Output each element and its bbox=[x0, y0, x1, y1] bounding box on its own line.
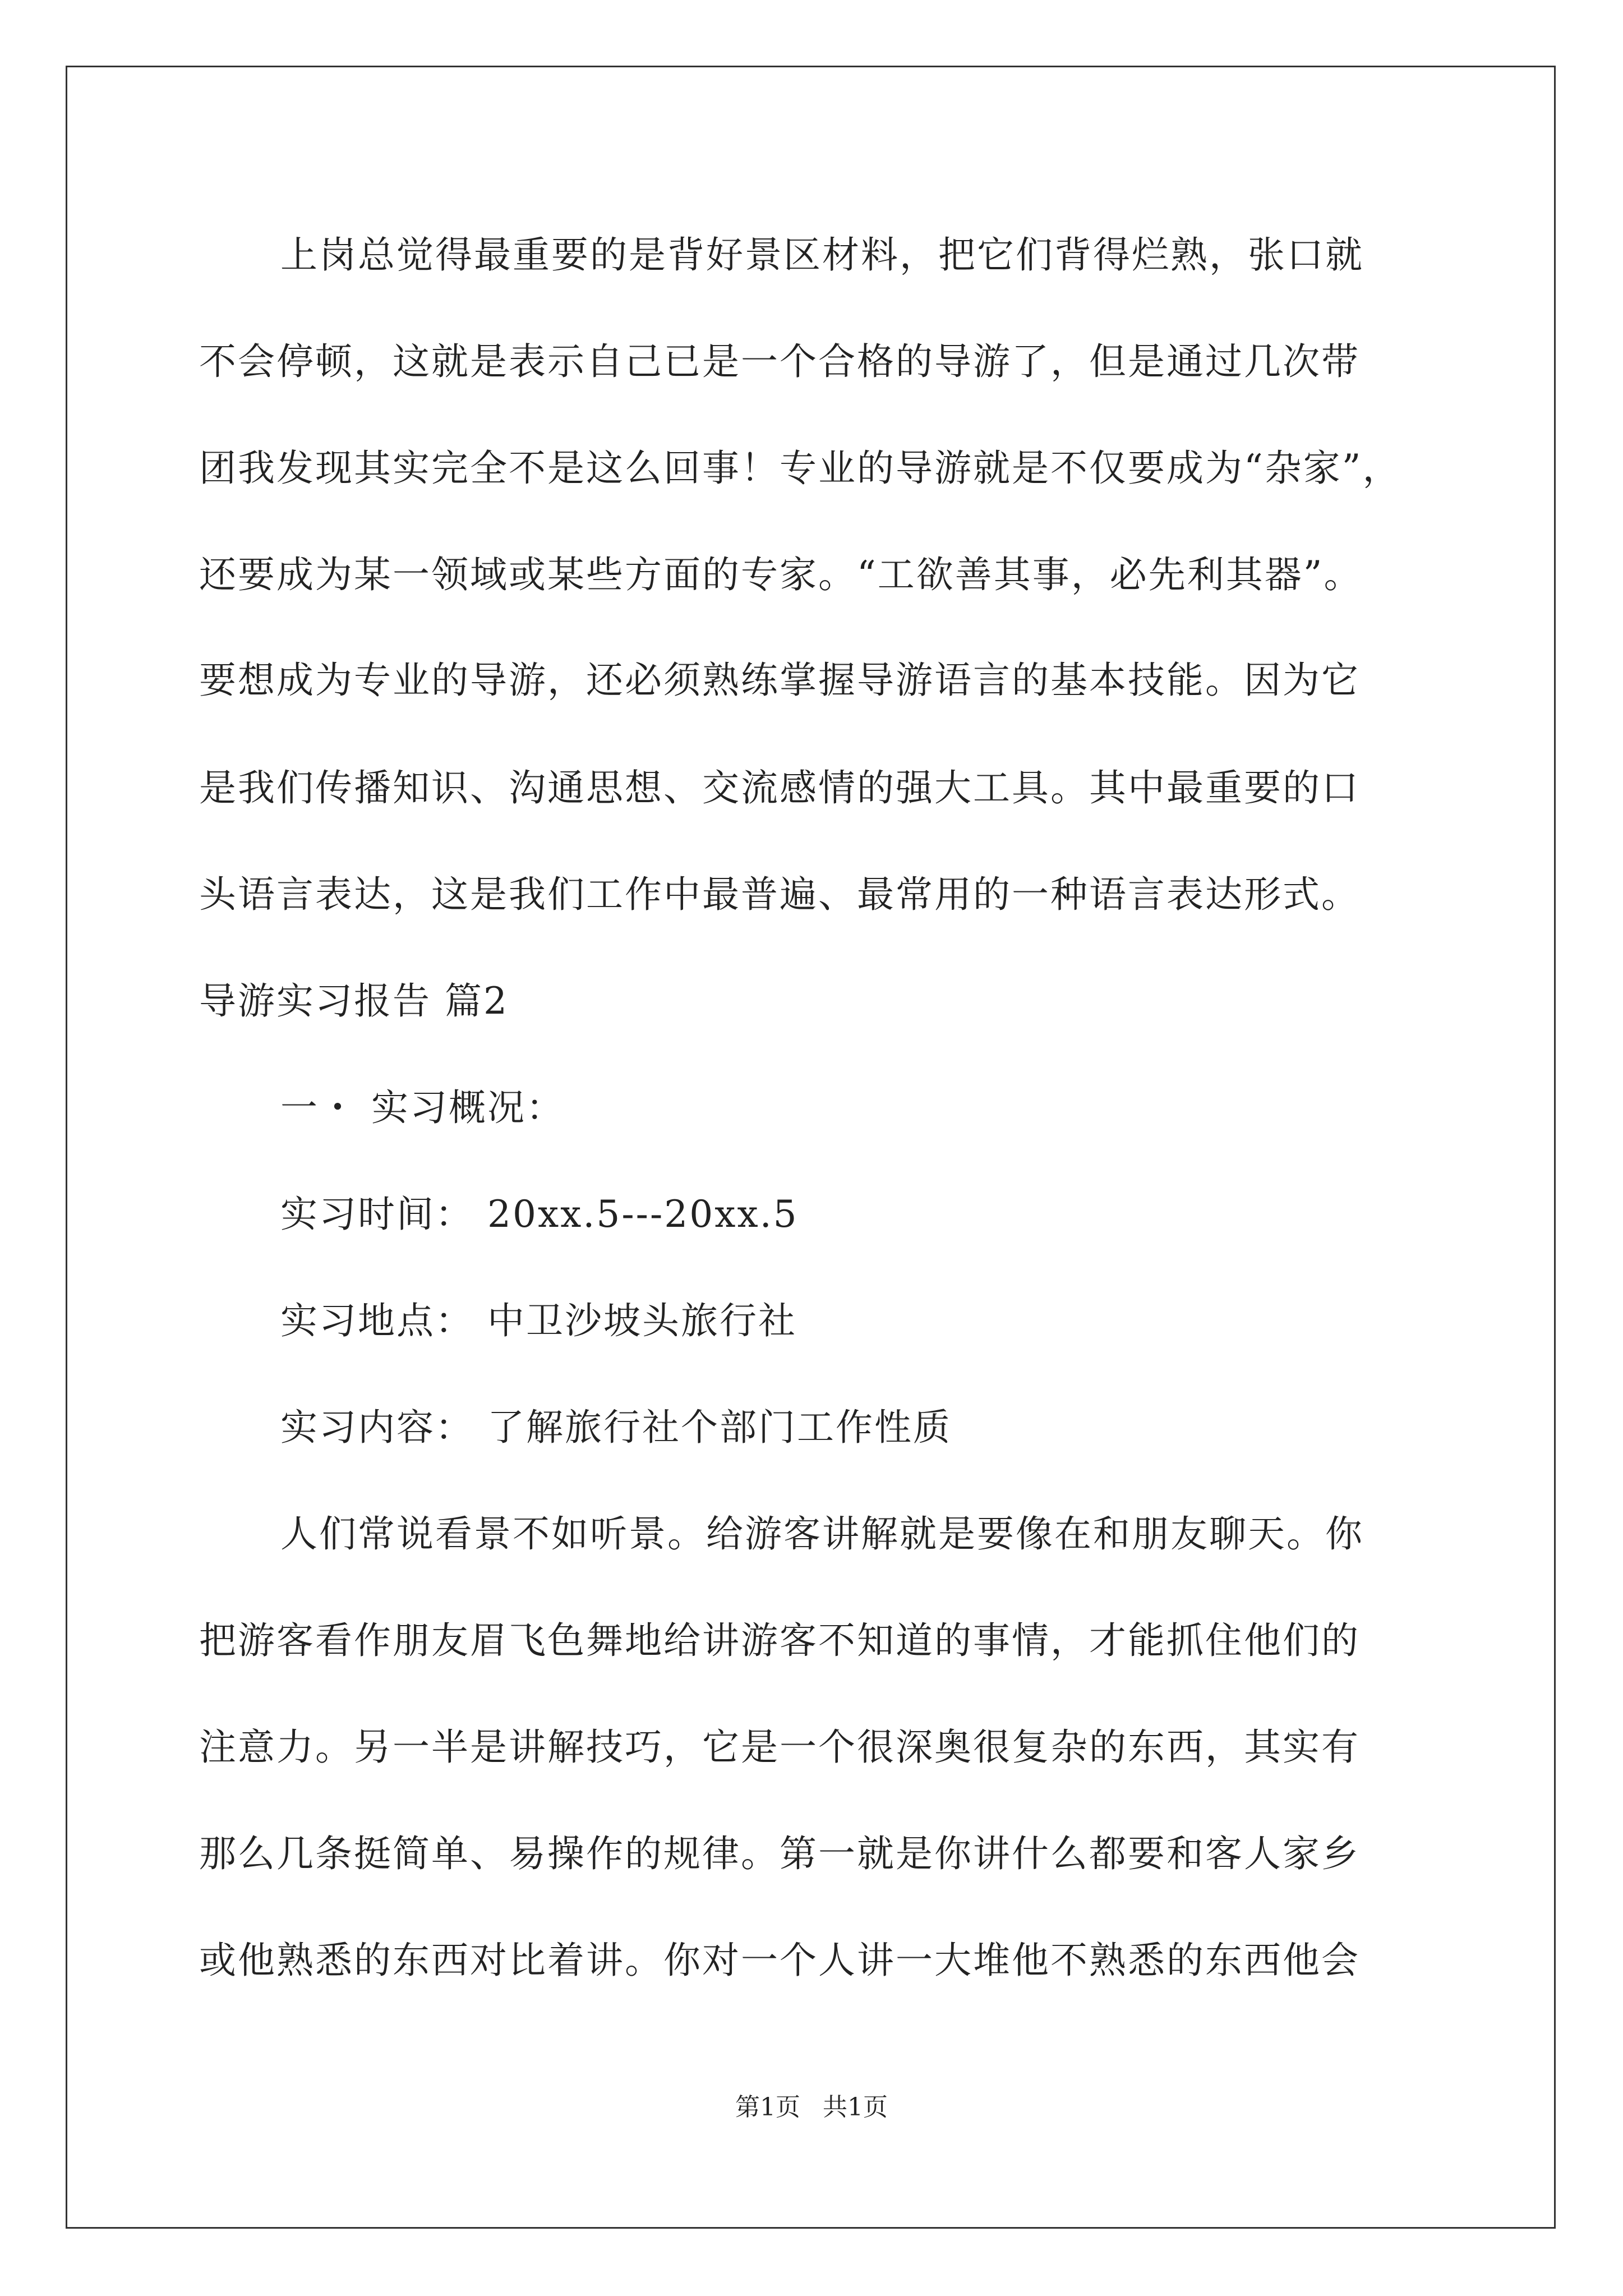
overview-item-time: 实习时间： 20xx.5---20xx.5 bbox=[280, 1193, 799, 1236]
paragraph-line: 上岗总觉得最重要的是背好景区材料，把它们背得烂熟，张口就 bbox=[280, 233, 1364, 277]
page-total: 共1页 bbox=[823, 2093, 888, 2122]
overview-heading: 一・ 实习概况： bbox=[280, 1086, 565, 1129]
body-line: 人们常说看景不如听景。给游客讲解就是要像在和朋友聊天。你 bbox=[280, 1512, 1364, 1556]
paragraph-line: 团我发现其实完全不是这么回事！专业的导游就是不仅要成为“杂家”， bbox=[199, 447, 1401, 490]
paragraph-line: 是我们传播知识、沟通思想、交流感情的强大工具。其中最重要的口 bbox=[199, 766, 1360, 809]
paragraph-line: 头语言表达，这是我们工作中最普遍、最常用的一种语言表达形式。 bbox=[199, 873, 1360, 916]
page-number: 第1页 bbox=[735, 2093, 800, 2122]
body-line: 那么几条挺简单、易操作的规律。第一就是你讲什么都要和客人家乡 bbox=[199, 1832, 1360, 1875]
overview-item-content: 实习内容： 了解旅行社个部门工作性质 bbox=[280, 1406, 952, 1449]
body-line: 注意力。另一半是讲解技巧，它是一个很深奥很复杂的东西，其实有 bbox=[199, 1726, 1360, 1769]
body-line: 把游客看作朋友眉飞色舞地给讲游客不知道的事情，才能抓住他们的 bbox=[199, 1619, 1360, 1662]
paragraph-line: 不会停顿，这就是表示自己已是一个合格的导游了，但是通过几次带 bbox=[199, 340, 1360, 383]
page-footer bbox=[0, 2087, 1623, 2123]
body-line: 或他熟悉的东西对比着讲。你对一个人讲一大堆他不熟悉的东西他会 bbox=[199, 1939, 1360, 1982]
overview-item-place: 实习地点： 中卫沙坡头旅行社 bbox=[280, 1299, 797, 1342]
page-border bbox=[66, 66, 1556, 2229]
paragraph-line: 还要成为某一领域或某些方面的专家。“工欲善其事，必先利其器”。 bbox=[199, 553, 1363, 596]
paragraph-line: 要想成为专业的导游，还必须熟练掌握导游语言的基本技能。因为它 bbox=[199, 659, 1360, 702]
section-title: 导游实习报告 篇2 bbox=[199, 979, 509, 1023]
